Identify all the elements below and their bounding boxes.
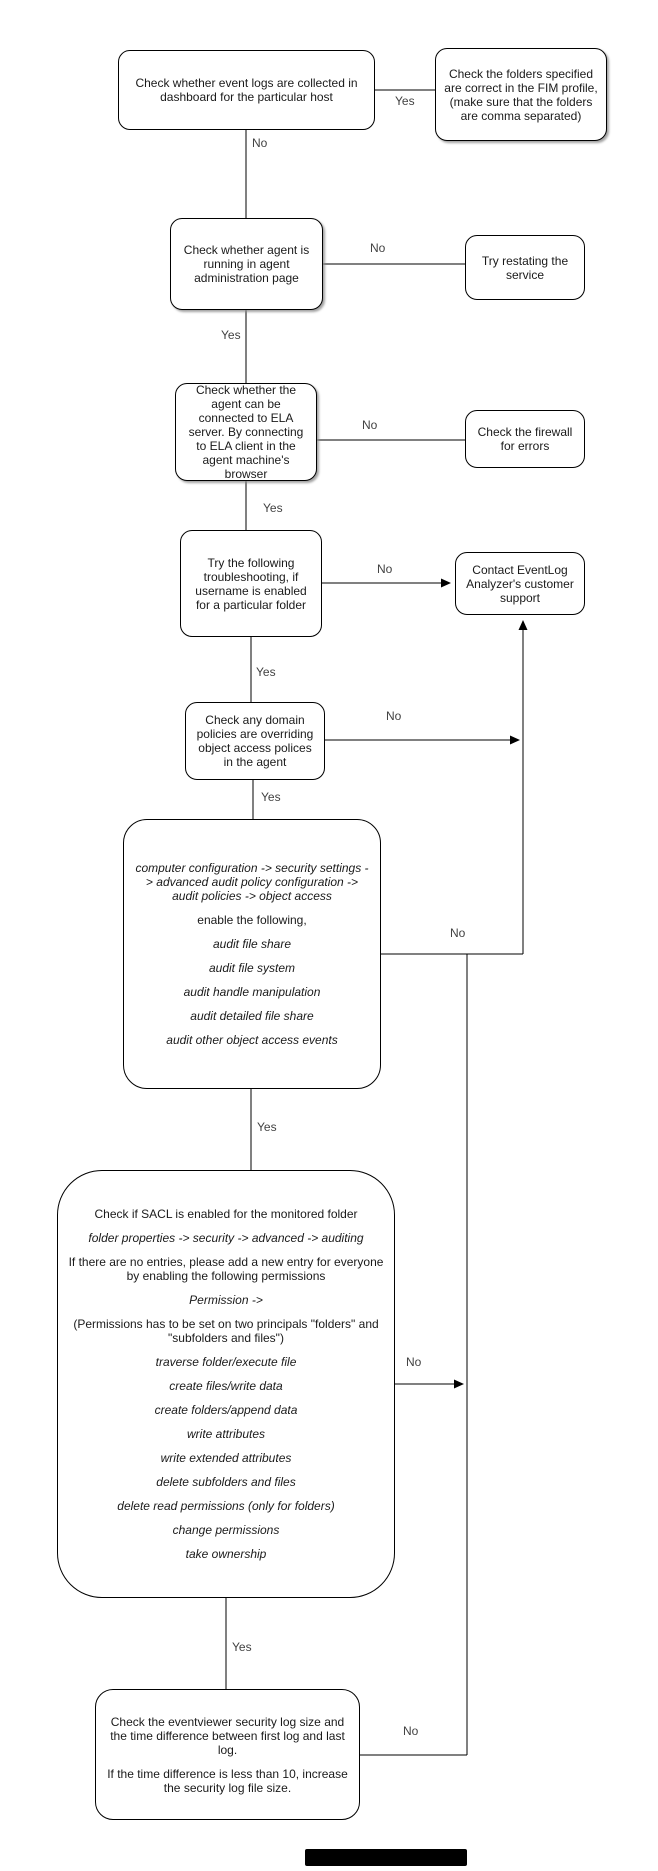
node-paragraph: audit detailed file share	[190, 1009, 314, 1023]
node-domain-policies[interactable]	[185, 702, 325, 780]
node-paragraph: Check if SACL is enabled for the monitored folder	[94, 1207, 358, 1221]
node-text: Check whether the agent can be connected to ELA server. By connecting to ELA client in the agent machine's browser	[188, 383, 304, 481]
arrowhead	[510, 736, 520, 745]
node-paragraph: audit file system	[208, 961, 296, 975]
node-paragraph: (Permissions has to be set on two principals "folders" and "subfolders and files")	[73, 1317, 379, 1345]
edge-label-yes: Yes	[221, 328, 241, 342]
arrowhead	[454, 1380, 464, 1389]
node-paragraph: If the time difference is less than 10, increase the security log file size.	[107, 1766, 348, 1795]
node-text: Check any domain policies are overriding object access polices in the agent	[196, 713, 314, 769]
node-fim-profile[interactable]	[435, 48, 607, 141]
edge-label-no: No	[450, 926, 466, 940]
node-agent-running[interactable]	[170, 218, 323, 310]
edge-label-yes: Yes	[257, 1120, 277, 1134]
node-sacl[interactable]	[57, 1170, 395, 1598]
edge-label-yes: Yes	[395, 94, 415, 108]
node-text: Contact EventLog Analyzer's customer support	[466, 562, 574, 605]
edge-label-no: No	[370, 241, 386, 255]
node-ela-connect[interactable]	[175, 383, 317, 481]
node-paragraph: If there are no entries, please add a new entry for everyone by enabling the following permissions	[68, 1255, 384, 1283]
node-text: Check whether event logs are collected in dashboard for the particular host	[135, 76, 358, 104]
edge-label-yes: Yes	[261, 790, 281, 804]
node-text: Try the following troubleshooting, if username is enabled for a particular folder	[195, 555, 307, 612]
node-check-dashboard[interactable]	[118, 50, 375, 130]
node-troubleshoot[interactable]	[180, 530, 322, 637]
node-paragraph: Check the eventviewer security log size and the time difference between first log and last log.	[110, 1714, 345, 1757]
arrowhead	[519, 620, 528, 630]
node-paragraph: Permission ->	[189, 1293, 263, 1307]
node-paragraph: create folders/append data	[154, 1403, 298, 1417]
node-paragraph: audit file share	[212, 937, 292, 951]
node-restart-service[interactable]	[465, 235, 585, 300]
node-paragraph: delete subfolders and files	[156, 1475, 296, 1489]
node-eventviewer[interactable]	[95, 1689, 360, 1820]
node-paragraph: audit handle manipulation	[183, 985, 321, 999]
edge-label-yes: Yes	[232, 1640, 252, 1654]
edge-label-no: No	[362, 418, 378, 432]
node-paragraph: traverse folder/execute file	[155, 1355, 297, 1369]
edge-label-yes: Yes	[256, 665, 276, 679]
node-audit-policy[interactable]	[123, 819, 381, 1089]
edge-label-no: No	[403, 1724, 419, 1738]
edge-label-no: No	[406, 1355, 422, 1369]
edge-label-no: No	[377, 562, 393, 576]
node-paragraph: create files/write data	[169, 1379, 283, 1393]
black-bar	[305, 1849, 467, 1866]
node-paragraph: audit other object access events	[166, 1033, 338, 1047]
node-check-firewall[interactable]	[465, 410, 585, 468]
edge-label-no: No	[252, 136, 268, 150]
node-paragraph: write extended attributes	[160, 1451, 292, 1465]
node-text: Check the folders specified are correct in the FIM profile, (make sure that the folders are comma separated)	[444, 66, 598, 123]
node-paragraph: folder properties -> security -> advanced -> auditing	[88, 1231, 364, 1245]
node-paragraph: write attributes	[186, 1427, 266, 1441]
node-paragraph: computer configuration -> security settings -> advanced audit policy configuration -> audit policies -> object access	[135, 861, 369, 903]
node-contact-support[interactable]	[455, 552, 585, 615]
node-paragraph: take ownership	[185, 1547, 267, 1561]
edge-label-yes: Yes	[263, 501, 283, 515]
edge-label-no: No	[386, 709, 402, 723]
node-text: Check whether agent is running in agent administration page	[183, 243, 310, 285]
node-text: Check the firewall for errors	[477, 425, 573, 453]
node-paragraph: enable the following,	[197, 913, 307, 927]
node-paragraph: change permissions	[172, 1523, 280, 1537]
node-paragraph: delete read permissions (only for folders)	[117, 1499, 335, 1513]
node-text: Try restating the service	[481, 253, 569, 282]
arrowhead	[441, 579, 451, 588]
